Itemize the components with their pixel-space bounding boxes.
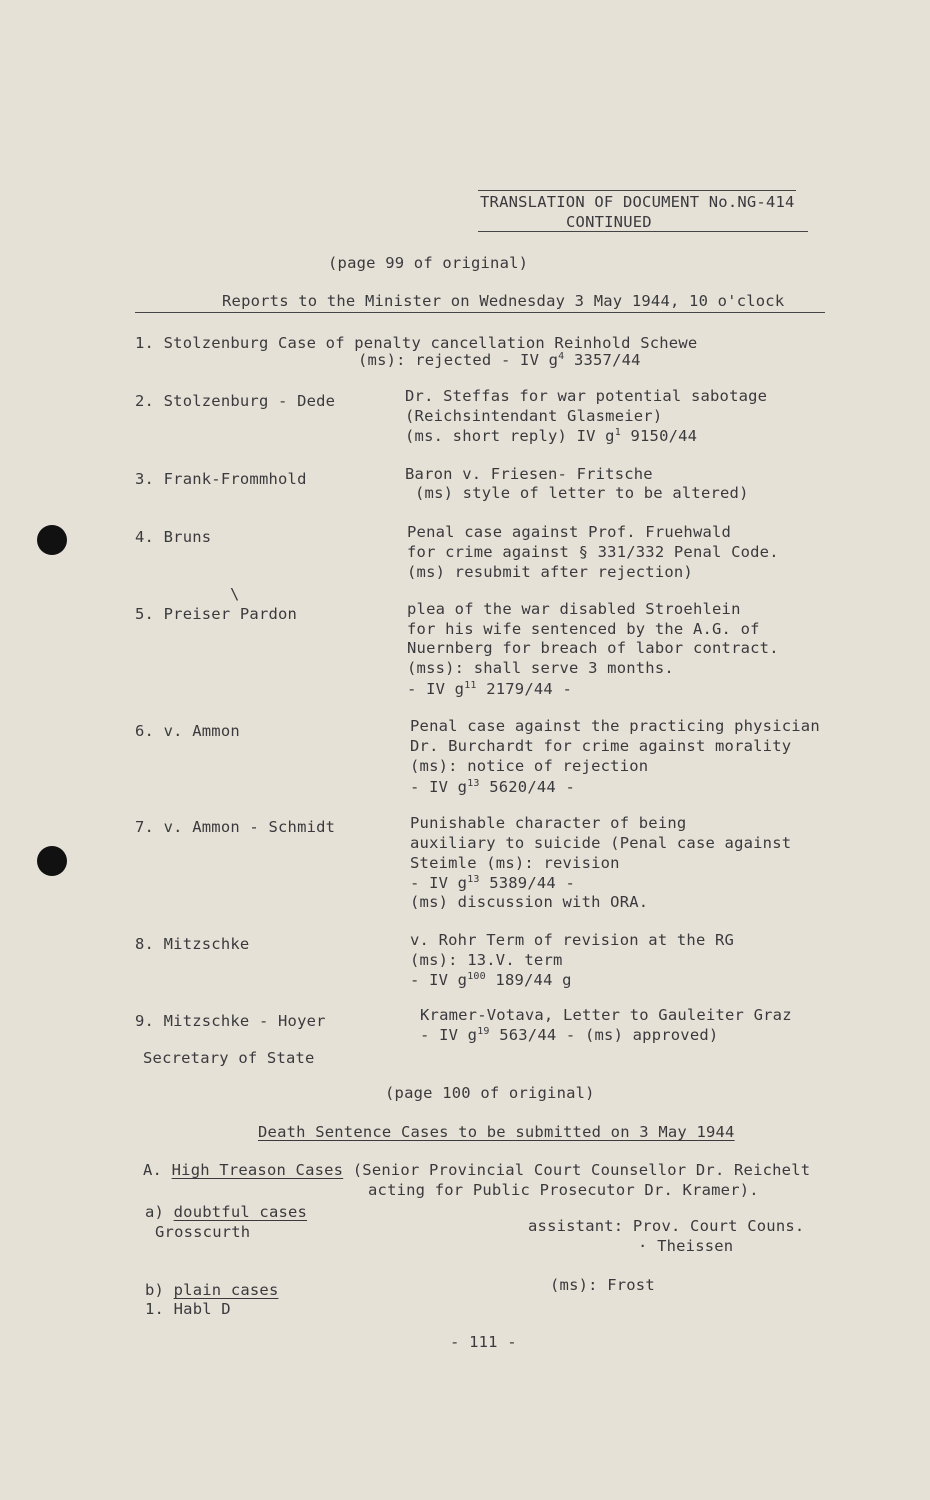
entry-6-desc-1: Penal case against the practicing physician — [410, 717, 820, 735]
entry-9-name: 9. Mitzschke - Hoyer — [135, 1012, 326, 1030]
entry-7-desc-2: auxiliary to suicide (Penal case against — [410, 834, 792, 852]
entry-8-desc-3: - IV $g^{100}$ 189/44 g — [410, 970, 572, 989]
entry-2-name: 2. Stolzenburg - Dede — [135, 392, 336, 410]
entry-5-desc-2: for his wife sentenced by the A.G. of — [407, 620, 760, 638]
entry-6-name: 6. v. Ammon — [135, 722, 240, 740]
entry-1-line1: 1. Stolzenburg Case of penalty cancellation Reinhold Schewe — [135, 334, 698, 352]
entry-2-desc-2: (Reichsintendant Glasmeier) — [405, 407, 663, 425]
entry-9-desc-1: Kramer-Votava, Letter to Gauleiter Graz — [420, 1006, 792, 1024]
entry-5-desc-5: - IV $g^{11}$ 2179/44 - — [407, 679, 572, 698]
doc-header-line2: CONTINUED — [566, 213, 652, 231]
entry-5-desc-1: plea of the war disabled Stroehlein — [407, 600, 741, 618]
entry-8-desc-2: (ms): 13.V. term — [410, 951, 563, 969]
entry-8-name: 8. Mitzschke — [135, 935, 250, 953]
entry-5-desc-4: (mss): shall serve 3 months. — [407, 659, 674, 677]
entry-3-desc-2: (ms) style of letter to be altered) — [415, 484, 749, 502]
assistant-line1: assistant: Prov. Court Couns. — [528, 1217, 805, 1235]
entry-6-desc-2: Dr. Burchardt for crime against morality — [410, 737, 792, 755]
plain-cases-item: 1. Habl D — [145, 1300, 231, 1318]
entry-7-desc-1: Punishable character of being — [410, 814, 687, 832]
entry-8-desc-1: v. Rohr Term of revision at the RG — [410, 931, 735, 949]
entry-9-desc-2: - IV $g^{19}$ 563/44 - (ms) approved) — [420, 1025, 719, 1044]
entry-2-desc-3: (ms. short reply) IV $g^1$ 9150/44 — [405, 426, 698, 445]
high-treason-line1: A. High Treason Cases (Senior Provincial Court Counsellor Dr. Reichelt — [143, 1161, 811, 1179]
section-title: Reports to the Minister on Wednesday 3 May 1944, 10 o'clock — [222, 292, 785, 310]
punch-hole — [37, 525, 67, 555]
page-ref: (page 99 of original) — [328, 254, 529, 272]
punch-hole — [37, 846, 67, 876]
entry-3-name: 3. Frank-Frommhold — [135, 470, 307, 488]
entry-6-desc-3: (ms): notice of rejection — [410, 757, 649, 775]
entry-7-desc-3: Steimle (ms): revision — [410, 854, 620, 872]
doc-header-line1: TRANSLATION OF DOCUMENT No.NG-414 — [480, 193, 795, 211]
header-rule — [478, 190, 796, 191]
page-ref: (page 100 of original) — [385, 1084, 595, 1102]
entry-6-desc-4: - IV $g^{13}$ 5620/44 - — [410, 777, 575, 796]
death-sentence-title: Death Sentence Cases to be submitted on 3 May 1944 — [258, 1123, 735, 1141]
entry-2-desc-1: Dr. Steffas for war potential sabotage — [405, 387, 768, 405]
header-rule — [478, 231, 808, 232]
entry-7-name: 7. v. Ammon - Schmidt — [135, 818, 336, 836]
entry-4-desc-2: for crime against § 331/332 Penal Code. — [407, 543, 779, 561]
section-rule — [135, 312, 825, 313]
entry-7-desc-5: (ms) discussion with ORA. — [410, 893, 649, 911]
secretary-of-state: Secretary of State — [143, 1049, 315, 1067]
entry-3-desc-1: Baron v. Friesen- Fritsche — [405, 465, 653, 483]
entry-5-desc-3: Nuernberg for breach of labor contract. — [407, 639, 779, 657]
page-number: - 111 - — [450, 1333, 517, 1351]
entry-5-name: 5. Preiser Pardon — [135, 605, 298, 623]
assistant-line2: · Theissen — [638, 1237, 734, 1255]
entry-4-name: 4. Bruns — [135, 528, 212, 546]
plain-cases-note: (ms): Frost — [550, 1276, 655, 1294]
plain-cases-label: b) plain cases — [145, 1281, 279, 1299]
doubtful-cases-label: a) doubtful cases — [145, 1203, 308, 1221]
entry-7-desc-4: - IV $g^{13}$ 5389/44 - — [410, 873, 575, 892]
entry-4-desc-1: Penal case against Prof. Fruehwald — [407, 523, 732, 541]
pencil-mark: \ — [230, 585, 240, 603]
high-treason-line2: acting for Public Prosecutor Dr. Kramer). — [368, 1181, 759, 1199]
doubtful-cases-name: Grosscurth — [155, 1223, 251, 1241]
entry-4-desc-3: (ms) resubmit after rejection) — [407, 563, 693, 581]
entry-1-line2: (ms): rejected - IV $g^4$ 3357/44 — [358, 350, 641, 369]
